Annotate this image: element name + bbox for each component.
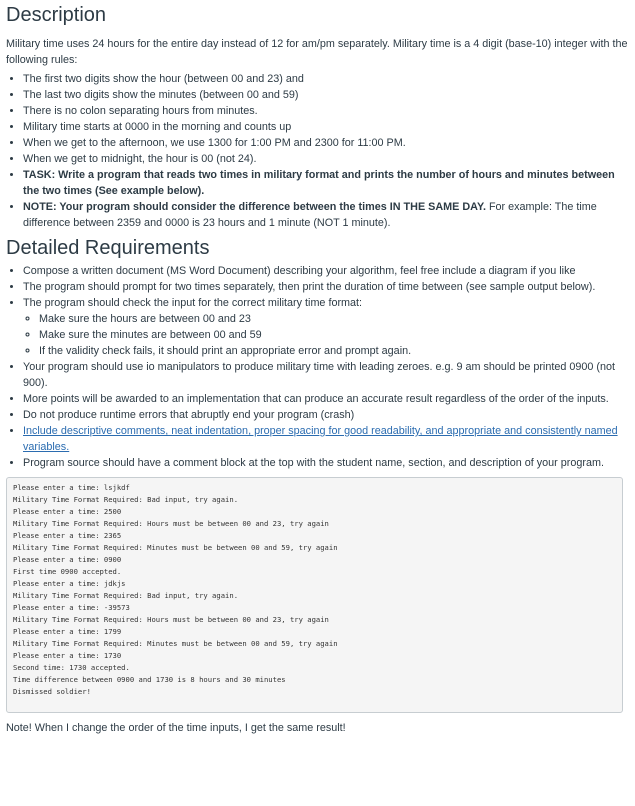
console-line: Military Time Format Required: Bad input, try again. <box>13 591 239 600</box>
sample-output-console <box>6 477 623 713</box>
console-line: First time 0900 accepted. <box>13 567 122 576</box>
console-line: Military Time Format Required: Bad input, try again. <box>13 495 239 504</box>
rule-item: • The first two digits show the hour (between 00 and 23) and <box>23 71 629 87</box>
requirements-heading: Detailed Requirements <box>6 237 210 259</box>
console-line: Please enter a time: 1730 <box>13 651 122 660</box>
console-line: Please enter a time: 2365 <box>13 531 122 540</box>
validation-sublist <box>23 311 629 359</box>
validation-item: ◦ Make sure the hours are between 00 and 23 <box>39 311 629 327</box>
requirement-item: • Your program should use io manipulators to produce military time with leading zeroes. e.g. 9 am should be printed 0900 (not 900). <box>23 359 629 391</box>
description-heading: Description <box>6 4 107 26</box>
style-guidelines-link[interactable]: Include descriptive comments, neat indentation, proper spacing for good readability, and appropriate and consistently named variables. <box>23 425 618 453</box>
requirement-item: • The program should prompt for two times separately, then print the duration of time between (see sample output below). <box>23 279 629 295</box>
validation-item: ◦ Make sure the minutes are between 00 and 59 <box>39 327 629 343</box>
console-line: Military Time Format Required: Minutes must be between 00 and 59, try again <box>13 543 338 552</box>
footer-note: Note! When I change the order of the time inputs, I get the same result! <box>6 722 346 734</box>
requirement-item <box>23 423 629 455</box>
rule-item: • When we get to midnight, the hour is 00 (not 24). <box>23 151 629 167</box>
validation-item: ◦ If the validity check fails, it should print an appropriate error and prompt again. <box>39 343 629 359</box>
description-intro: Military time uses 24 hours for the entire day instead of 12 for am/pm separately. Military time is a 4 digit (base-10) integer with the following rules: <box>6 38 628 66</box>
requirement-item: • More points will be awarded to an implementation that can produce an accurate result regardless of the order of the inputs. <box>23 391 629 407</box>
console-line: Please enter a time: jdkjs <box>13 579 126 588</box>
requirement-item <box>23 295 629 359</box>
rule-item: • There is no colon separating hours from minutes. <box>23 103 629 119</box>
requirement-item: • Program source should have a comment block at the top with the student name, section, and description of your program. <box>23 455 629 471</box>
console-line: Please enter a time: 0900 <box>13 555 122 564</box>
console-line: Please enter a time: -39573 <box>13 603 130 612</box>
note-rest-text: For example: The time difference between 2359 and 0000 is 23 hours and 1 minute (NOT 1 minute). <box>23 201 597 229</box>
console-line: Military Time Format Required: Hours must be between 00 and 23, try again <box>13 519 329 528</box>
requirements-list <box>6 263 629 471</box>
console-line: Please enter a time: lsjkdf <box>13 483 130 492</box>
task-item <box>23 167 629 199</box>
console-line: Military Time Format Required: Minutes must be between 00 and 59, try again <box>13 639 338 648</box>
requirement-text: The program should check the input for the correct military time format: <box>23 297 363 309</box>
rule-item: • When we get to the afternoon, we use 1300 for 1:00 PM and 2300 for 11:00 PM. <box>23 135 629 151</box>
console-line: Please enter a time: 2500 <box>13 507 122 516</box>
note-bold-text: NOTE: Your program should consider the difference between the times IN THE SAME DAY. <box>23 201 486 213</box>
console-line: Time difference between 0900 and 1730 is 8 hours and 30 minutes <box>13 675 286 684</box>
requirement-item: • Do not produce runtime errors that abruptly end your program (crash) <box>23 407 629 423</box>
console-line: Military Time Format Required: Hours must be between 00 and 23, try again <box>13 615 329 624</box>
console-line: Please enter a time: 1799 <box>13 627 122 636</box>
task-text: TASK: Write a program that reads two times in military format and prints the number of hours and minutes between the two times (See example below). <box>23 169 615 197</box>
note-item <box>23 199 629 231</box>
rule-item: • Military time starts at 0000 in the morning and counts up <box>23 119 629 135</box>
console-line: Second time: 1730 accepted. <box>13 663 130 672</box>
rules-list <box>6 71 629 231</box>
console-line: Dismissed soldier! <box>13 687 91 696</box>
requirement-item: • Compose a written document (MS Word Document) describing your algorithm, feel free include a diagram if you like <box>23 263 629 279</box>
rule-item: • The last two digits show the minutes (between 00 and 59) <box>23 87 629 103</box>
